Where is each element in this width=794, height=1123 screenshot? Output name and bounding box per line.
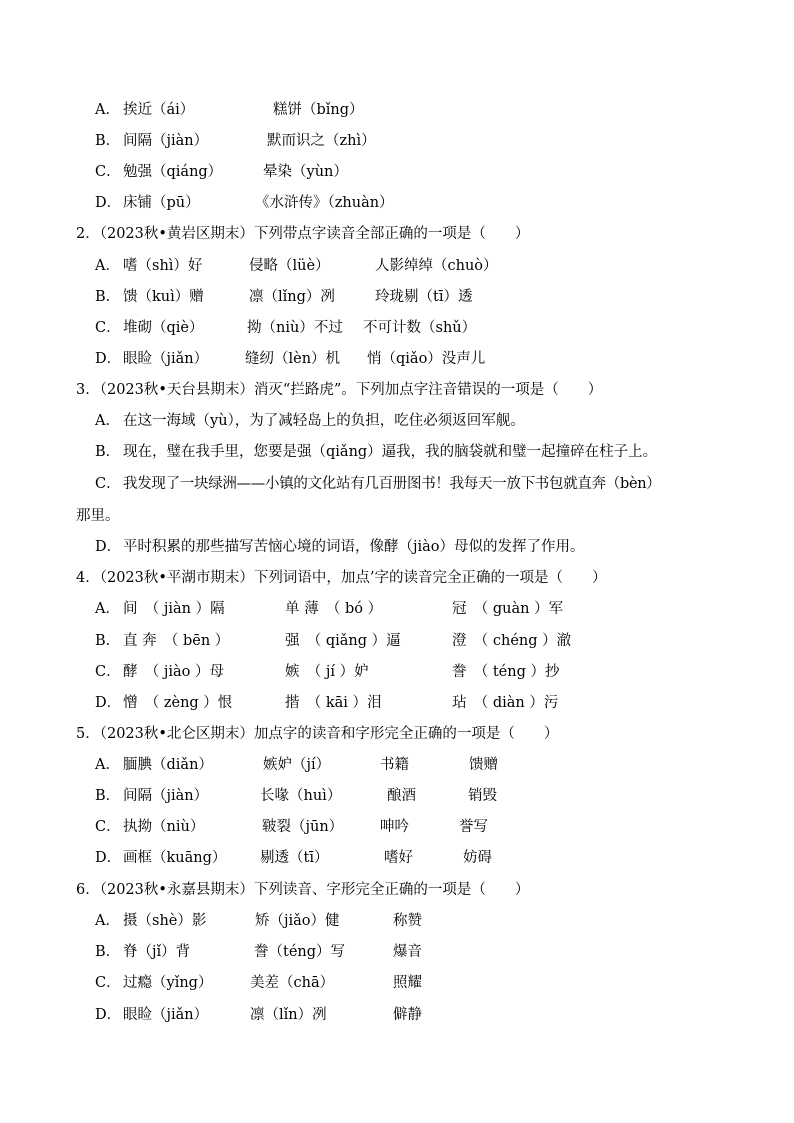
option-part: 床铺（pū） bbox=[123, 195, 200, 211]
option-part: 间 （ jiàn ）隔 bbox=[123, 601, 225, 617]
option-part: 间隔（jiàn） bbox=[123, 133, 209, 149]
q1-option-c bbox=[95, 160, 695, 184]
q5-option-b bbox=[95, 784, 695, 808]
option-part: 称赞 bbox=[393, 913, 422, 929]
option-label: D． bbox=[95, 1007, 122, 1023]
option-label: D． bbox=[95, 195, 122, 211]
option-part: 剔透（tī） bbox=[260, 850, 329, 866]
option-part: 糕饼（bǐng） bbox=[273, 102, 364, 118]
option-part: 酿酒 bbox=[387, 788, 416, 804]
q2-option-b bbox=[95, 285, 695, 309]
option-part: 僻静 bbox=[393, 1007, 422, 1023]
option-label: A． bbox=[95, 913, 120, 929]
q1-option-b bbox=[95, 129, 695, 153]
option-part: 憎 （ zèng ）恨 bbox=[123, 695, 233, 711]
option-part: 妨碍 bbox=[463, 850, 492, 866]
q2-option-d bbox=[95, 347, 695, 371]
option-part: 默而识之（zhì） bbox=[267, 133, 376, 149]
option-part: 玷 （ diàn ）污 bbox=[452, 695, 559, 711]
option-label: D． bbox=[95, 351, 122, 367]
option-part: 长喙（huì） bbox=[260, 788, 342, 804]
option-label: D． bbox=[95, 695, 122, 711]
q4-stem: 4．（2023秋•平湖市期末）下列词语中，加点’字的读音完全正确的一项是（ ） bbox=[76, 570, 607, 586]
q6-stem: 6．（2023秋•永嘉县期末）下列读音、字形完全正确的一项是（ ） bbox=[76, 882, 530, 898]
option-part: 嗜好 bbox=[384, 850, 413, 866]
option-part: 皲裂（jūn） bbox=[262, 819, 344, 835]
option-part: 堆砌（qiè） bbox=[123, 320, 204, 336]
option-text: 我发现了一块绿洲——小镇的文化站有几百册图书！我每天一放下书包就直奔（bèn） bbox=[123, 476, 661, 492]
option-part: 凛（lǐn）冽 bbox=[250, 1007, 327, 1023]
q2-stem: 2．（2023秋•黄岩区期末）下列带点字读音全部正确的一项是（ ） bbox=[76, 226, 530, 242]
option-part: 呻吟 bbox=[380, 819, 409, 835]
option-label: C． bbox=[95, 664, 121, 680]
q3-option-b bbox=[95, 440, 735, 464]
option-label: A． bbox=[95, 102, 120, 118]
option-text: 在这一海域（yù），为了减轻岛上的负担，吃住必须返回军舰。 bbox=[123, 413, 525, 429]
option-part: 嗜（shì）好 bbox=[123, 258, 203, 274]
option-part: 照耀 bbox=[393, 975, 422, 991]
option-label: B． bbox=[95, 944, 121, 960]
option-part: 侵略（lüè） bbox=[249, 258, 330, 274]
q2-option-a bbox=[95, 254, 695, 278]
q6-option-b bbox=[95, 940, 695, 964]
option-part: 冠 （ guàn ）军 bbox=[452, 601, 564, 617]
q1-option-a bbox=[95, 98, 695, 122]
option-part: 眼睑（jiǎn） bbox=[123, 351, 209, 367]
option-label: D． bbox=[95, 539, 122, 555]
option-part: 誊 （ téng ）抄 bbox=[452, 664, 560, 680]
option-part: 书籍 bbox=[380, 757, 409, 773]
option-part: 誉写 bbox=[459, 819, 488, 835]
option-part: 酵 （ jiào ）母 bbox=[123, 664, 224, 680]
q6-option-a bbox=[95, 909, 695, 933]
option-part: 馈赠 bbox=[469, 757, 498, 773]
option-part: 嫉 （ jí ）妒 bbox=[285, 664, 369, 680]
option-part: 爆音 bbox=[393, 944, 422, 960]
option-part: 拗（niù）不过 bbox=[247, 320, 343, 336]
option-label: C． bbox=[95, 819, 121, 835]
option-part: 单 薄 （ bó ） bbox=[285, 601, 383, 617]
q5-stem: 5．（2023秋•北仑区期末）加点字的读音和字形完全正确的一项是（ ） bbox=[76, 726, 559, 742]
q5-option-a bbox=[95, 753, 695, 777]
option-part: 腼腆（diǎn） bbox=[123, 757, 213, 773]
option-part: 执拗（niù） bbox=[123, 819, 205, 835]
option-part: 揩 （ kāi ）泪 bbox=[285, 695, 382, 711]
option-part: 矫（jiǎo）健 bbox=[255, 913, 340, 929]
q5-option-c bbox=[95, 815, 695, 839]
option-part: 强 （ qiǎng ）逼 bbox=[285, 633, 401, 649]
option-part: 悄（qiǎo）没声儿 bbox=[367, 351, 486, 367]
option-label: C． bbox=[95, 164, 121, 180]
option-label: A． bbox=[95, 757, 120, 773]
q2-option-c bbox=[95, 316, 695, 340]
option-label: B． bbox=[95, 133, 121, 149]
option-part: 凛（lǐng）冽 bbox=[249, 289, 335, 305]
option-part: 间隔（jiàn） bbox=[123, 788, 209, 804]
option-part: 画框（kuāng） bbox=[123, 850, 227, 866]
q4-option-c bbox=[95, 660, 695, 684]
option-part: 不可计数（shǔ） bbox=[363, 320, 477, 336]
option-text: 现在，璧在我手里，您要是强（qiǎng）逼我，我的脑袋就和璧一起撞碎在柱子上。 bbox=[123, 444, 658, 460]
q1-option-d bbox=[95, 191, 695, 215]
option-label: A． bbox=[95, 601, 120, 617]
option-label: A． bbox=[95, 258, 120, 274]
option-part: 玲珑剔（tī）透 bbox=[375, 289, 473, 305]
q3-option-a bbox=[95, 409, 735, 433]
option-label: D． bbox=[95, 850, 122, 866]
option-part: 馈（kuì）赠 bbox=[123, 289, 204, 305]
option-part: 直 奔 （ bēn ） bbox=[123, 633, 230, 649]
q3-option-c bbox=[95, 472, 735, 496]
option-label: B． bbox=[95, 633, 121, 649]
q3-option-c-continuation: 那里。 bbox=[76, 508, 120, 524]
q4-option-d bbox=[95, 691, 695, 715]
option-part: 澄 （ chéng ）澈 bbox=[452, 633, 572, 649]
q4-option-b bbox=[95, 629, 695, 653]
option-label: C． bbox=[95, 975, 121, 991]
option-label: A． bbox=[95, 413, 120, 429]
option-part: 勉强（qiáng） bbox=[123, 164, 223, 180]
option-part: 《水浒传》（zhuàn） bbox=[255, 195, 394, 211]
option-part: 誊（téng）写 bbox=[254, 944, 346, 960]
option-part: 挨近（ái） bbox=[123, 102, 195, 118]
option-part: 嫉妒（jí） bbox=[263, 757, 331, 773]
option-part: 人影绰绰（chuò） bbox=[375, 258, 498, 274]
q4-option-a bbox=[95, 597, 695, 621]
q6-option-c bbox=[95, 971, 695, 995]
q5-option-d bbox=[95, 846, 695, 870]
option-part: 销毁 bbox=[468, 788, 497, 804]
option-label: B． bbox=[95, 444, 121, 460]
option-label: C． bbox=[95, 320, 121, 336]
q3-stem: 3．（2023秋•天台县期末）消灭“拦路虎”。下列加点字注音错误的一项是（ ） bbox=[76, 382, 603, 398]
option-part: 缝纫（lèn）机 bbox=[245, 351, 341, 367]
q3-option-d bbox=[95, 535, 735, 559]
option-part: 摄（shè）影 bbox=[123, 913, 207, 929]
option-part: 过瘾（yǐng） bbox=[123, 975, 213, 991]
option-label: C． bbox=[95, 476, 121, 492]
option-part: 晕染（yùn） bbox=[263, 164, 348, 180]
q6-option-d bbox=[95, 1003, 695, 1027]
option-part: 眼睑（jiǎn） bbox=[123, 1007, 209, 1023]
option-label: B． bbox=[95, 788, 121, 804]
option-part: 美差（chā） bbox=[250, 975, 335, 991]
option-label: B． bbox=[95, 289, 121, 305]
option-part: 脊（jǐ）背 bbox=[123, 944, 191, 960]
option-text: 平时积累的那些描写苦恼心境的词语，像酵（jiào）母似的发挥了作用。 bbox=[123, 539, 585, 555]
